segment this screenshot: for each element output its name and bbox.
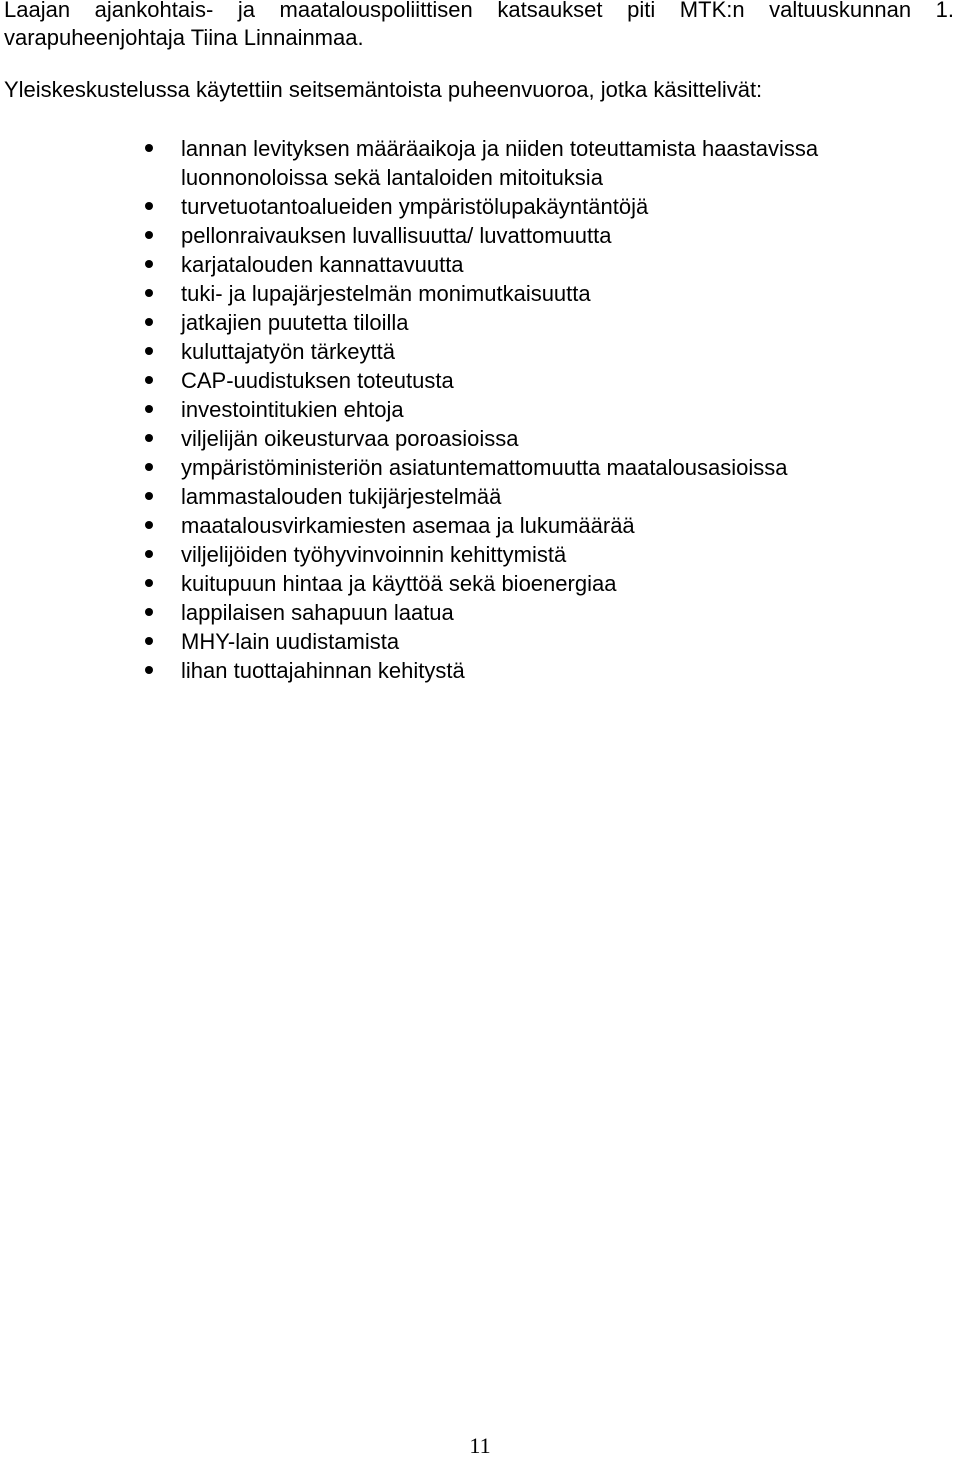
- list-item-text: investointitukien ehtoja: [181, 397, 404, 422]
- bullet-icon: [145, 260, 153, 268]
- bullet-icon: [145, 202, 153, 210]
- list-item: [0, 424, 818, 453]
- bullet-icon: [145, 434, 153, 442]
- list-item-text: CAP-uudistuksen toteutusta: [181, 368, 454, 393]
- list-item: [0, 511, 818, 540]
- list-item-text: maatalousvirkamiesten asemaa ja lukumäärää: [181, 513, 635, 538]
- list-item: [0, 221, 818, 250]
- lead-sentence: Yleiskeskustelussa käytettiin seitsemäntoista puheenvuoroa, jotka käsittelivät:: [4, 77, 763, 102]
- bullet-icon: [145, 521, 153, 529]
- bullet-icon: [145, 463, 153, 471]
- page-number: 11: [469, 1433, 491, 1458]
- list-item-text: lannan levityksen määräaikoja ja niiden toteuttamista haastavissa: [181, 136, 819, 161]
- list-item-text: lihan tuottajahinnan kehitystä: [181, 658, 465, 683]
- topic-list: [0, 134, 818, 685]
- intro-paragraph: [4, 0, 954, 52]
- list-item-text: turvetuotantoalueiden ympäristölupakäyntäntöjä: [181, 194, 649, 219]
- list-item-text: lappilaisen sahapuun laatua: [181, 600, 454, 625]
- bullet-icon: [145, 492, 153, 500]
- list-item: [0, 279, 818, 308]
- bullet-icon: [145, 376, 153, 384]
- list-item-text: kuitupuun hintaa ja käyttöä sekä bioenergiaa: [181, 571, 617, 596]
- list-item: [0, 656, 818, 685]
- list-item: [0, 395, 818, 424]
- bullet-icon: [145, 405, 153, 413]
- list-item: [0, 627, 818, 656]
- bullet-icon: [145, 144, 153, 152]
- bullet-icon: [145, 231, 153, 239]
- list-item: [0, 453, 818, 482]
- bullet-icon: [145, 579, 153, 587]
- bullet-icon: [145, 289, 153, 297]
- list-item: [0, 598, 818, 627]
- list-item: [0, 250, 818, 279]
- list-item: [0, 569, 818, 598]
- list-item: [0, 366, 818, 395]
- list-item-text: tuki- ja lupajärjestelmän monimutkaisuutta: [181, 281, 591, 306]
- list-item-text-continued: luonnonoloissa sekä lantaloiden mitoituksia: [181, 165, 603, 190]
- list-item: [0, 482, 818, 511]
- list-item-text: viljelijöiden työhyvinvoinnin kehittymistä: [181, 542, 567, 567]
- list-item-text: lammastalouden tukijärjestelmää: [181, 484, 502, 509]
- intro-line-1: Laajan ajankohtais- ja maatalouspoliittisen katsaukset piti MTK:n valtuuskunnan 1.: [4, 0, 954, 22]
- bullet-icon: [145, 318, 153, 326]
- list-item-text: kuluttajatyön tärkeyttä: [181, 339, 396, 364]
- list-item-text: ympäristöministeriön asiatuntemattomuutta maatalousasioissa: [181, 455, 788, 480]
- list-item-text: jatkajien puutetta tiloilla: [181, 310, 409, 335]
- bullet-icon: [145, 550, 153, 558]
- list-item-text: karjatalouden kannattavuutta: [181, 252, 464, 277]
- bullet-icon: [145, 347, 153, 355]
- list-item-text: MHY-lain uudistamista: [181, 629, 400, 654]
- list-item: [0, 308, 818, 337]
- list-item: [0, 192, 818, 221]
- bullet-icon: [145, 637, 153, 645]
- bullet-icon: [145, 608, 153, 616]
- list-item: [0, 134, 818, 192]
- list-item: [0, 540, 818, 569]
- intro-line-2: varapuheenjohtaja Tiina Linnainmaa.: [4, 25, 364, 50]
- list-item: [0, 337, 818, 366]
- bullet-icon: [145, 666, 153, 674]
- list-item-text: pellonraivauksen luvallisuutta/ luvattomuutta: [181, 223, 612, 248]
- list-item-text: viljelijän oikeusturvaa poroasioissa: [181, 426, 519, 451]
